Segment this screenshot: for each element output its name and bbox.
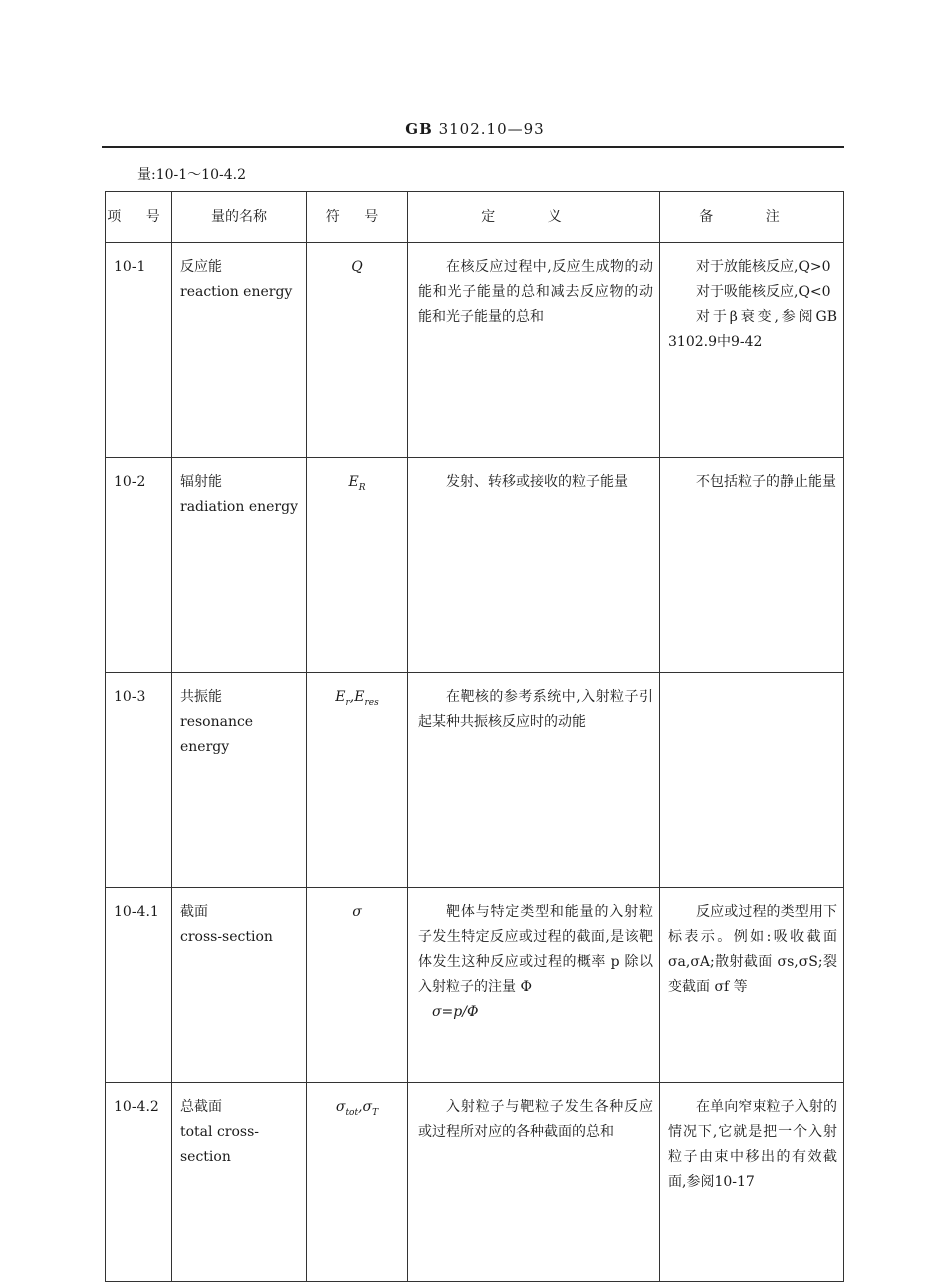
symbol-subscript: tot: [345, 1107, 359, 1118]
col-header-notes: 备 注: [660, 192, 844, 243]
row-name: [172, 673, 307, 888]
symbol-separator: ,: [349, 689, 355, 705]
table-row: [106, 888, 844, 1083]
definition-formula: σ=p/Φ: [432, 1004, 479, 1020]
symbol-base: E: [348, 474, 359, 490]
note-line: 不包括粒子的静止能量: [696, 474, 836, 490]
name-en: reaction energy: [180, 284, 293, 300]
name-en: radiation energy: [180, 499, 298, 515]
col-header-definition: 定 义: [408, 192, 660, 243]
row-symbol: [307, 458, 408, 673]
row-name: [172, 1083, 307, 1282]
symbol-subscript: R: [358, 482, 366, 493]
name-zh: 辐射能: [180, 474, 222, 490]
row-notes: [660, 1083, 844, 1282]
note-line: 对于吸能核反应,Q<0: [696, 284, 831, 300]
row-notes: [660, 673, 844, 888]
row-id: 10-2: [106, 458, 172, 673]
row-definition: 在靶核的参考系统中,入射粒子引起某种共振核反应时的动能: [408, 673, 660, 888]
row-definition: 入射粒子与靶粒子发生各种反应或过程所对应的各种截面的总和: [408, 1083, 660, 1282]
row-name: [172, 243, 307, 458]
row-symbol: Q: [307, 243, 408, 458]
table-row: [106, 1083, 844, 1282]
symbol-subscript: r: [345, 697, 350, 708]
quantities-table: [105, 191, 844, 1282]
name-zh: 共振能: [180, 689, 222, 705]
note-line: 对于放能核反应,Q>0: [696, 259, 831, 275]
header-rule: [102, 146, 844, 148]
note-line: 对于β衰变,参阅GB 3102.9中9-42: [668, 309, 837, 350]
row-name: [172, 888, 307, 1083]
symbol-base-alt: E: [354, 689, 365, 705]
row-definition: [408, 888, 660, 1083]
name-en: cross-section: [180, 929, 273, 945]
row-symbol: [307, 673, 408, 888]
row-id: 10-4.1: [106, 888, 172, 1083]
row-id: 10-4.2: [106, 1083, 172, 1282]
row-symbol: [307, 1083, 408, 1282]
col-header-symbol: 符 号: [307, 192, 408, 243]
col-header-id: 项 号: [106, 192, 172, 243]
table-caption: 量:10-1～10-4.2: [137, 167, 246, 183]
table-row: [106, 243, 844, 458]
row-name: [172, 458, 307, 673]
symbol-base-alt: σ: [362, 1099, 373, 1115]
name-en: resonance energy: [180, 714, 254, 755]
symbol-subscript-alt: T: [372, 1107, 379, 1118]
row-definition: 发射、转移或接收的粒子能量: [408, 458, 660, 673]
row-definition: 在核反应过程中,反应生成物的动能和光子能量的总和减去反应物的动能和光子能量的总和: [408, 243, 660, 458]
symbol-base: σ: [335, 1099, 346, 1115]
table-row: [106, 673, 844, 888]
standard-prefix: GB: [405, 120, 433, 138]
note-line: 在单向窄束粒子入射的情况下,它就是把一个入射粒子由束中移出的有效截面,参阅10-17: [668, 1099, 837, 1190]
symbol-subscript-alt: res: [364, 697, 379, 708]
note-line: 反应或过程的类型用下标表示。例如:吸收截面 σa,σA;散射截面 σs,σS;裂变截面 σf 等: [668, 904, 837, 995]
name-zh: 总截面: [180, 1099, 222, 1115]
standard-code: 3102.10—93: [438, 120, 545, 138]
row-notes: [660, 243, 844, 458]
name-zh: 截面: [180, 904, 208, 920]
table-row: [106, 458, 844, 673]
row-notes: [660, 458, 844, 673]
table-header-row: [106, 192, 844, 243]
definition-text: 靶体与特定类型和能量的入射粒子发生特定反应或过程的截面,是该靶体发生这种反应或过程的概率 p 除以入射粒子的注量 Φ: [418, 904, 653, 995]
symbol-separator: ,: [358, 1099, 363, 1115]
row-id: 10-1: [106, 243, 172, 458]
name-en: total cross-section: [180, 1124, 260, 1165]
row-id: 10-3: [106, 673, 172, 888]
col-header-name: 量的名称: [172, 192, 307, 243]
symbol-base: E: [335, 689, 346, 705]
row-symbol: σ: [307, 888, 408, 1083]
row-notes: [660, 888, 844, 1083]
name-zh: 反应能: [180, 259, 222, 275]
page-header: [0, 120, 950, 138]
